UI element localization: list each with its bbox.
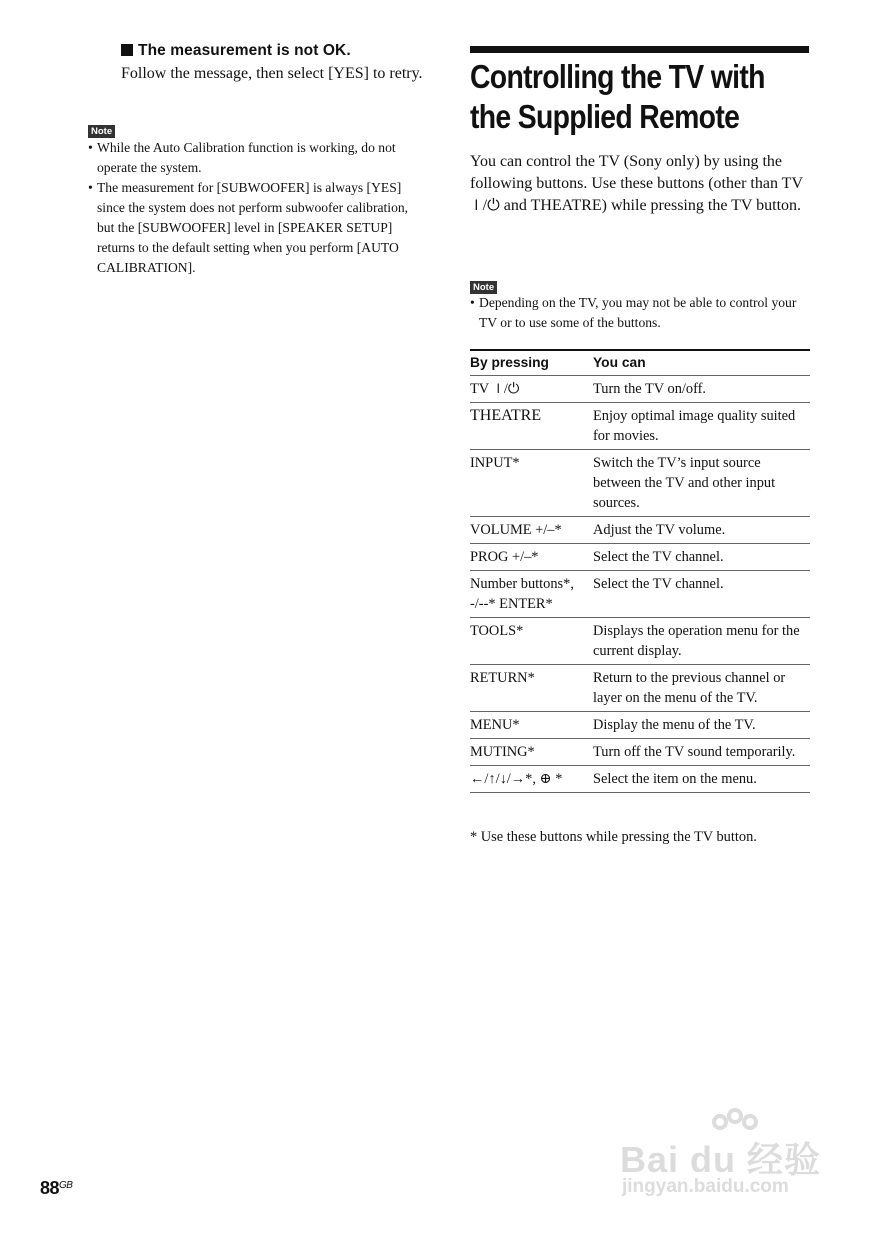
left-note-label: Note [88,121,115,139]
left-note-list [88,138,428,278]
remote-buttons-table [470,349,810,793]
subheading-body: Follow the message, then select [YES] to retry. [121,65,423,82]
button-cell: Number buttons*, -/--* ENTER* [470,571,593,618]
right-note-list [470,293,815,333]
action-cell: Displays the operation menu for the current display. [593,618,810,665]
table-row [470,739,810,766]
action-cell: Select the TV channel. [593,544,810,571]
page-title: Controlling the TV with the Supplied Remote [470,58,765,135]
action-cell: Display the menu of the TV. [593,712,810,739]
square-bullet-icon [121,44,133,56]
watermark-brand: Bai du 经验 [620,1139,822,1180]
subheading-text: The measurement is not OK. [138,42,351,59]
button-cell: MENU* [470,712,593,739]
table-row [470,403,810,450]
button-cell: TOOLS* [470,618,593,665]
right-note-item: • Depending on the TV, you may not be able to control your TV or to use some of the buttons. [470,293,815,333]
action-cell: Turn off the TV sound temporarily. [593,739,810,766]
intro-paragraph: You can control the TV (Sony only) by using the following buttons. Use these buttons (other than TV ⏽/⏻ and THEATRE) while pressing the TV button. [470,153,803,214]
watermark-url: jingyan.baidu.com [622,1176,789,1197]
table-row [470,450,810,517]
action-cell: Select the item on the menu. [593,766,810,793]
action-cell: Switch the TV’s input source between the TV and other input sources. [593,450,810,517]
action-cell: Adjust the TV volume. [593,517,810,544]
table-row [470,544,810,571]
button-cell: THEATRE [470,403,593,450]
table-row [470,665,810,712]
button-cell: VOLUME +/–* [470,517,593,544]
button-cell: ←/↑/↓/→*, ⊕ * [470,766,593,793]
table-row [470,571,810,618]
table-row [470,517,810,544]
button-cell: INPUT* [470,450,593,517]
action-cell: Enjoy optimal image quality suited for movies. [593,403,810,450]
action-cell: Select the TV channel. [593,571,810,618]
left-note-item: • The measurement for [SUBWOOFER] is always [YES] since the system does not perform subwoofer calibration, but the [SUBWOOFER] level in [SPEAKER SETUP] returns to the default setting when you perform [AUTO CALIBRATION]. [88,178,428,278]
button-cell: RETURN* [470,665,593,712]
left-note-item: • While the Auto Calibration function is working, do not operate the system. [88,138,428,178]
action-cell: Return to the previous channel or layer on the menu of the TV. [593,665,810,712]
section-subheading [121,42,351,60]
table-row [470,766,810,793]
button-cell: MUTING* [470,739,593,766]
table-row [470,618,810,665]
page-number: $88^{GB}$ [40,1178,73,1198]
right-note-label: Note [470,277,497,295]
table-footnote: * Use these buttons while pressing the TV button. [470,829,757,845]
header-by-pressing: By pressing [470,350,593,376]
table-row [470,712,810,739]
title-rule [470,46,809,53]
action-cell: Turn the TV on/off. [593,376,810,403]
button-cell: TV ⏽/⏻ [470,376,593,403]
table-row [470,376,810,403]
button-cell: PROG +/–* [470,544,593,571]
header-you-can: You can [593,350,810,376]
watermark [620,1108,825,1203]
table-header-row [470,350,810,376]
page-suffix: GB [59,1180,73,1191]
